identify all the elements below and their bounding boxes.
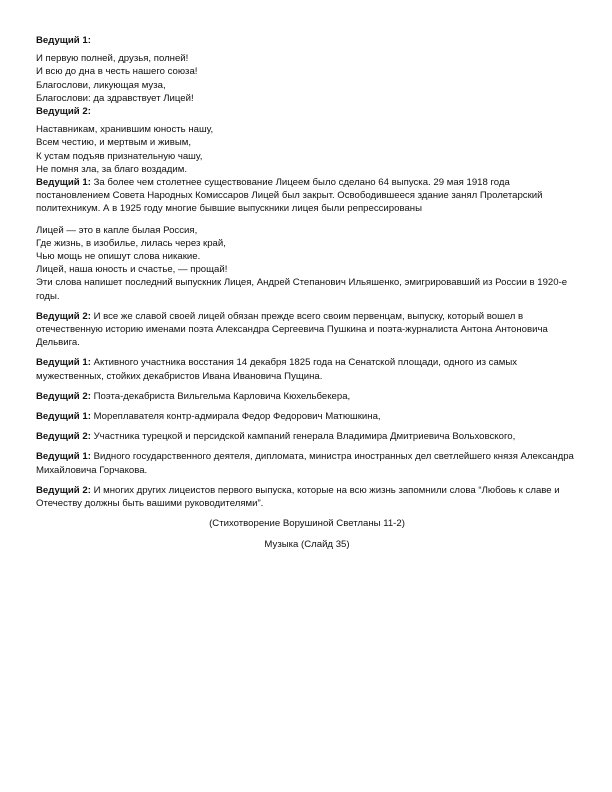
paragraph <box>36 356 578 382</box>
paragraph <box>36 450 578 476</box>
paragraph-text: Видного государственного деятеля, дипломата, министра иностранных дел светлейшего князя Александра Михайловича Горчакова. <box>36 451 574 476</box>
speaker-label: Ведущий 1: <box>36 35 91 46</box>
poem-line: Где жизнь, в изобилье, лилась через край, <box>36 237 226 249</box>
poem-line: Всем честию, и мертвым и живым, <box>36 137 191 149</box>
document-page <box>36 34 578 551</box>
paragraph-text: Мореплавателя контр-адмирала Федор Федорович Матюшкина, <box>90 411 381 423</box>
poem-line: И первую полней, друзья, полней! <box>36 53 189 65</box>
paragraph-text: Участника турецкой и персидской кампаний генерала Владимира Дмитриевича Вольховского, <box>90 431 516 443</box>
poem-line: Чью мощь не опишут слова никакие. <box>36 251 201 263</box>
speaker-label: Ведущий 1: <box>36 411 91 423</box>
paragraph <box>36 410 578 423</box>
paragraph <box>36 310 578 350</box>
paragraph <box>36 430 578 443</box>
poem-line: Наставникам, хранившим юность нашу, <box>36 124 214 136</box>
paragraph-text: Активного участника восстания 14 декабря 1825 года на Сенатской площади, одного из самых мужественных, стойких декабристов Ивана Ивановича Пущина. <box>36 357 518 382</box>
paragraph-text: И многих других лицеистов первого выпуска, которые на всю жизнь запомнили слова “Любовь к славе и Отечеству должны быть вашими руководителями”. <box>36 484 560 510</box>
speaker-label: Ведущий 2: <box>36 431 91 443</box>
stage-note: (Стихотворение Ворушиной Светланы 11-2) <box>209 518 405 530</box>
speaker-label: Ведущий 2: <box>36 390 91 402</box>
poem-stanza-2 <box>36 123 578 176</box>
paragraph <box>36 176 578 216</box>
speaker-label: Ведущий 2: <box>36 106 91 118</box>
poem-line: К устам подъяв признательную чашу, <box>36 150 203 162</box>
speaker-label: Ведущий 2: <box>36 310 91 322</box>
speaker-label: Ведущий 2: <box>36 484 91 496</box>
paragraph-text: За более чем столетнее существование Лицеем было сделано 64 выпуска. 29 мая 1918 года постановлением Совета Народных Комиссаров Лицей был закрыт. Освободившееся здание занял Пролетарский политехникум. А в 1925 году многие бывшие выпускники лицея были репрессированы <box>36 177 543 215</box>
stage-note: Музыка (Слайд 35) <box>264 538 350 550</box>
poem-line: Не помня зла, за благо воздадим. <box>36 163 188 175</box>
speaker-label: Ведущий 1: <box>36 357 91 369</box>
poem-line: И всю до дна в честь нашего союза! <box>36 66 198 78</box>
speaker-label: Ведущий 1: <box>36 451 91 463</box>
poem-line: Благослови: да здравствует Лицей! <box>36 92 194 104</box>
paragraph-text: И все же славой своей лицей обязан прежде всего своим первенцам, выпуску, который вошел в отечественную историю именами поэта Александра Сергеевича Пушкина и поэта-журналиста Антона Антоновича Дельвига. <box>36 310 548 349</box>
paragraph-text: Поэта-декабриста Вильгельма Карловича Кюхельбекера, <box>90 390 351 402</box>
paragraph: Эти слова напишет последний выпускник Лицея, Андрей Степанович Ильяшенко, эмигрировавший из России в 1920-е годы. <box>36 277 568 302</box>
paragraph <box>36 390 578 403</box>
paragraph <box>36 484 578 510</box>
speaker-label: Ведущий 1: <box>36 177 91 189</box>
poem-line: Благослови, ликующая муза, <box>36 79 166 91</box>
poem-stanza-3 <box>36 224 578 277</box>
poem-line: Лицей, наша юность и счастье, — прощай! <box>36 264 228 276</box>
poem-stanza-1 <box>36 52 578 105</box>
poem-line: Лицей — это в капле былая Россия, <box>36 224 198 236</box>
